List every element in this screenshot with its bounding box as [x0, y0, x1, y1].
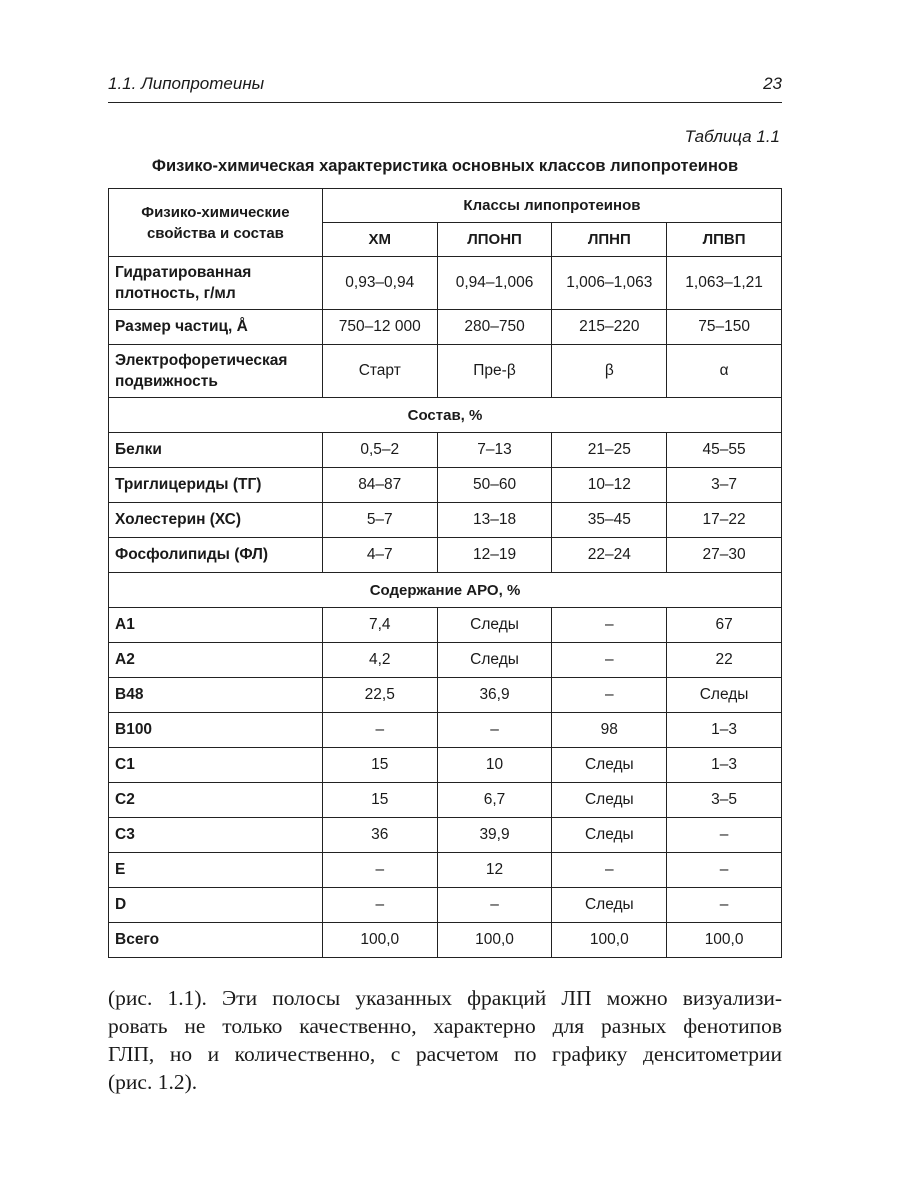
- table-cell: –: [667, 853, 782, 888]
- row-label: C1: [109, 748, 323, 783]
- table-cell: –: [552, 608, 667, 643]
- table-cell: 100,0: [552, 923, 667, 958]
- column-header-lpvp: ЛПВП: [667, 223, 782, 257]
- table-cell: –: [322, 888, 437, 923]
- table-cell: Следы: [552, 783, 667, 818]
- row-label: Белки: [109, 433, 323, 468]
- table-cell: 21–25: [552, 433, 667, 468]
- section-title: Состав, %: [109, 398, 782, 433]
- property-column-header: Физико-химические свойства и состав: [109, 189, 323, 257]
- table-cell: 36,9: [437, 678, 552, 713]
- table-cell: Следы: [437, 608, 552, 643]
- table-caption: Физико-химическая характеристика основных классов липопротеинов: [151, 157, 739, 175]
- row-label: B48: [109, 678, 323, 713]
- table-cell: Следы: [667, 678, 782, 713]
- row-label: B100: [109, 713, 323, 748]
- running-head-section: 1.1. Липопротеины: [108, 74, 265, 93]
- table-cell: Следы: [552, 748, 667, 783]
- table-row-total: [109, 923, 782, 958]
- table-cell: Следы: [437, 643, 552, 678]
- table-cell: 1–3: [667, 713, 782, 748]
- classes-group-header: Классы липопротеинов: [322, 189, 781, 223]
- table-cell: 45–55: [667, 433, 782, 468]
- table-cell: β: [552, 345, 667, 398]
- table-cell: Следы: [552, 818, 667, 853]
- table-row: [109, 608, 782, 643]
- table-row: [109, 853, 782, 888]
- table-row: [109, 643, 782, 678]
- running-head: [108, 72, 782, 103]
- table-cell: 10–12: [552, 468, 667, 503]
- column-header-lpnp: ЛПНП: [552, 223, 667, 257]
- table-cell: 27–30: [667, 538, 782, 573]
- row-label: C3: [109, 818, 323, 853]
- table-cell: –: [437, 713, 552, 748]
- table-cell: 13–18: [437, 503, 552, 538]
- table-row: [109, 345, 782, 398]
- table-cell: 15: [322, 783, 437, 818]
- table-row: [109, 818, 782, 853]
- table-cell: –: [437, 888, 552, 923]
- table-cell: Старт: [322, 345, 437, 398]
- body-paragraph: [108, 984, 782, 1096]
- table-cell: –: [667, 818, 782, 853]
- paragraph-line: (рис. 1.1). Эти полосы указанных фракций ЛП можно визуализи-: [108, 986, 782, 1010]
- table-cell: 12–19: [437, 538, 552, 573]
- table-cell: 3–5: [667, 783, 782, 818]
- table-cell: 6,7: [437, 783, 552, 818]
- table-cell: 17–22: [667, 503, 782, 538]
- table-row: [109, 257, 782, 310]
- table-cell: 15: [322, 748, 437, 783]
- table-cell: 22: [667, 643, 782, 678]
- row-label: E: [109, 853, 323, 888]
- table-cell: –: [552, 643, 667, 678]
- table-cell: 1–3: [667, 748, 782, 783]
- table-cell: 22–24: [552, 538, 667, 573]
- table-cell: 50–60: [437, 468, 552, 503]
- row-label: A2: [109, 643, 323, 678]
- table-cell: 0,5–2: [322, 433, 437, 468]
- row-label: Электрофоретическая подвижность: [109, 345, 323, 398]
- table-row: [109, 310, 782, 345]
- table-cell: –: [322, 853, 437, 888]
- row-label: Триглицериды (ТГ): [109, 468, 323, 503]
- table-row: [109, 748, 782, 783]
- table-cell: 75–150: [667, 310, 782, 345]
- table-cell: 1,063–1,21: [667, 257, 782, 310]
- section-row-composition: [109, 398, 782, 433]
- table-cell: –: [552, 678, 667, 713]
- table-cell: 1,006–1,063: [552, 257, 667, 310]
- page-number: 23: [763, 74, 782, 93]
- table-label: Таблица 1.1: [684, 127, 780, 146]
- table-cell: Следы: [552, 888, 667, 923]
- table-cell: 750–12 000: [322, 310, 437, 345]
- table-row: [109, 888, 782, 923]
- table-row: [109, 538, 782, 573]
- table-cell: 84–87: [322, 468, 437, 503]
- table-cell: 12: [437, 853, 552, 888]
- table-cell: 35–45: [552, 503, 667, 538]
- table-cell: 280–750: [437, 310, 552, 345]
- section-title: Содержание АРО, %: [109, 573, 782, 608]
- table-cell: 0,93–0,94: [322, 257, 437, 310]
- table-cell: 7–13: [437, 433, 552, 468]
- table-cell: 215–220: [552, 310, 667, 345]
- table-row: [109, 713, 782, 748]
- table-cell: 5–7: [322, 503, 437, 538]
- table-cell: 98: [552, 713, 667, 748]
- row-label: A1: [109, 608, 323, 643]
- table-cell: 3–7: [667, 468, 782, 503]
- table-cell: –: [552, 853, 667, 888]
- section-row-apo: [109, 573, 782, 608]
- table-cell: 67: [667, 608, 782, 643]
- table-cell: 100,0: [437, 923, 552, 958]
- table-row: [109, 783, 782, 818]
- table-row: [109, 433, 782, 468]
- table-row: [109, 503, 782, 538]
- table-cell: 4–7: [322, 538, 437, 573]
- table-cell: 36: [322, 818, 437, 853]
- paragraph-line: (рис. 1.2).: [108, 1070, 198, 1094]
- table-row: [109, 678, 782, 713]
- row-label: Гидратированная плотность, г/мл: [109, 257, 323, 310]
- table-cell: Пре-β: [437, 345, 552, 398]
- row-label: Размер частиц, Å: [109, 310, 323, 345]
- column-header-lponp: ЛПОНП: [437, 223, 552, 257]
- row-label: Фосфолипиды (ФЛ): [109, 538, 323, 573]
- table-cell: 0,94–1,006: [437, 257, 552, 310]
- row-label: Холестерин (ХС): [109, 503, 323, 538]
- table-cell: 22,5: [322, 678, 437, 713]
- paragraph-line: ровать не только качественно, характерно для разных фенотипов: [108, 1014, 782, 1038]
- row-label: C2: [109, 783, 323, 818]
- table-cell: 10: [437, 748, 552, 783]
- table-cell: 100,0: [322, 923, 437, 958]
- table-row: [109, 468, 782, 503]
- row-label: Всего: [109, 923, 323, 958]
- column-header-hm: ХМ: [322, 223, 437, 257]
- table-cell: α: [667, 345, 782, 398]
- table-cell: 39,9: [437, 818, 552, 853]
- table-cell: 4,2: [322, 643, 437, 678]
- table-cell: –: [322, 713, 437, 748]
- row-label: D: [109, 888, 323, 923]
- lipoprotein-table: [108, 188, 782, 958]
- paragraph-line: ГЛП, но и количественно, с расчетом по графику денситометрии: [108, 1042, 782, 1066]
- table-cell: 100,0: [667, 923, 782, 958]
- table-cell: –: [667, 888, 782, 923]
- table-cell: 7,4: [322, 608, 437, 643]
